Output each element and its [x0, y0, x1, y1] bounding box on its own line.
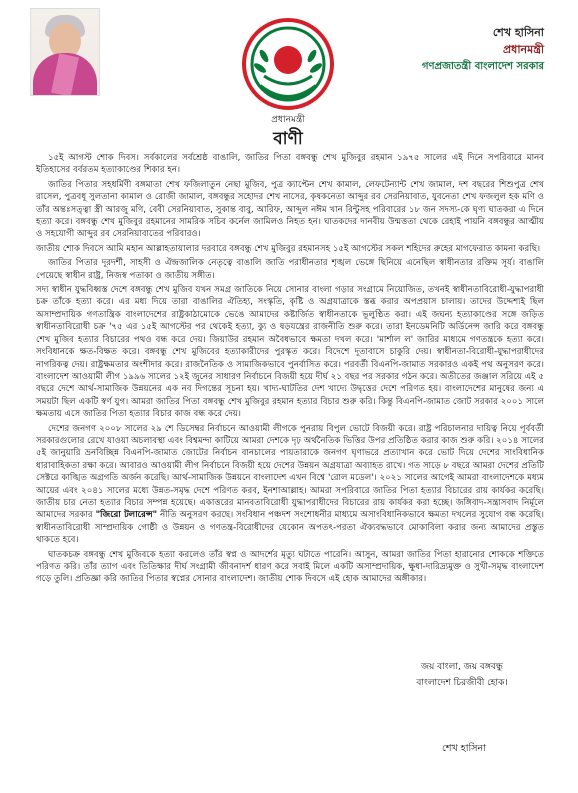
government-name: গণপ্রজাতন্ত্রী বাংলাদেশ সরকার [422, 61, 544, 72]
author-title: প্রধানমন্ত্রী [502, 43, 544, 56]
message-title: বাণী [273, 129, 303, 149]
author-name: শেখ হাসিনা [492, 26, 544, 39]
paragraph-6-part-a: দেশের জনগণ ২০০৮ সালের ২৯ শে ডিসেম্বর নির্বাচনে আওয়ামী লীগকে পুনরায় বিপুল ভোটে বিজয়ী করে। রাষ্ট্র পরিচালনার দায়িত্ব নিয়ে পূর্ববর্তী সরকারগুলোর রেখে যাওয়া অচলাবস্থা এবং বিশ্বমন্দা কাটিয়ে আমরা দেশকে দৃঢ় অর্থনৈতিক ভিত্তির উপর প্রতিষ্ঠিত করার কাজ শুরু করি। ২০১৪ সালের ৫ই জানুয়ারি ভ্রনবিচ্ছিন্ন বিএনপি-জামাত জোটের নির্বাচন বানচালের পায়তারাকে জনগণ ঘৃণাভরে প্রত্যাখান করে ভোট দিয়ে দেশের সাংবিধানিক ধারাবাহিকতা রক্ষা করে। আবারও আওয়ামী লীগ নির্বাচনে বিজয়ী হয়ে দেশের উন্নয়ন অগ্রযাত্রা অব্যাহত রাখে। গত সাড়ে ৮ বছরে আমরা দেশের প্রতিটি সেক্টরে কাঙ্খিত অগ্রগতি অর্জন করেছি। আর্থ-সামাজিক উন্নয়নে বাংলাদেশ এখন বিশ্বে 'রোল মডেল'। ২০২১ সালের আগেই আমরা বাংলাদেশকে মধ্যম আয়ের এবং ২০৪১ সালের মধ্যে উন্নত-সমৃদ্ধ দেশে পরিণত করব, ইনশাআল্লাহ। আমরা সপরিবারে জাতির পিতা হত্যার বিচারের রায় কার্যকর করেছি। জাতীয় চার নেতা হত্যার বিচার সম্পন্ন হয়েছে। একাত্তরের মানবতাবিরোধী যুদ্ধাপরাধীদের বিচারের রায় কার্যকর করা হচ্ছে। জঙ্গিবাদ-সন্ত্রাসবাদ নির্মূলে আমাদের সরকার [36, 423, 544, 521]
closing-line-1: জয় বাংলা, জয় বঙ্গবন্ধু [420, 662, 504, 672]
paragraph-4: জাতির পিতার দূরদর্শী, সাহসী ও ঐন্দ্রজালিক নেতৃত্বে বাঙালি জাতি পরাধীনতার শৃঙ্খল ভেঙ্গে ছিনিয়ে এনেছিল স্বাধীনতার রক্তিম সূর্য। বাঙালি পেয়েছে স্বাধীন রাষ্ট্র, নিজস্ব পতাকা ও জাতীয় সঙ্গীত। [36, 258, 544, 281]
paragraph-6-part-b: নীতি অনুসরণ করছে। সংবিধান পঞ্চদশ সংশোধনীর মাধ্যমে অসাংবিধানিকভাবে ক্ষমতা দখলের সুযোগ বন্ধ করেছি। স্বাধীনতাবিরোধী সাম্প্রদায়িক গোষ্ঠী ও উন্নয়ন ও গণতন্ত্র-বিরোধীদের যেকোন অপতৎ-পরতা ঐক্যবদ্ধভাবে মোকাবিলা করার জন্য আমাদের প্রস্তুত থাকতে হবে। [36, 510, 544, 546]
paragraph-7: ঘাতকচক্র বঙ্গবন্ধু শেখ মুজিবকে হত্যা করলেও তাঁর স্বপ্ন ও আদর্শের মৃত্যু ঘটাতে পারেনি। আসুন, আমরা জাতির পিতা হারানোর শোককে শক্তিতে পরিণত করি। তাঁর ত্যাগ এবং তিতিক্ষার দীর্ঘ সংগ্রামী জীবনাদর্শ ধারণ করে সবাই মিলে একটি অসাম্প্রদায়িক, ক্ষুধা-দারিদ্র্যমুক্ত ও সুখী-সমৃদ্ধ বাংলাদেশ গড়ে তুলি। প্রতিজ্ঞা করি জাতির পিতার স্বপ্নের সোনার বাংলাদেশ। জাতীয় শোক দিবসে এই হোক আমাদের অঙ্গীকার। [36, 549, 544, 585]
paragraph-6 [36, 423, 544, 547]
paragraph-2: জাতির পিতার সহধর্মিণী বঙ্গমাতা শেখ ফজিলাতুন নেছা মুজিব, পুত্র ক্যাপ্টেন শেখ কামাল, লেফটেন্যান্ট শেখ জামাল, দশ বছরের শিশুপুত্র শেখ রাসেল, পুত্রবধূ সুলতানা কামাল ও রোজী জামাল, বঙ্গবন্ধুর সহোদর শেখ নাসের, কৃষকনেতা আব্দুর রব সেরনিয়াবাত, যুবনেতা শেখ ফজলুল হক মণি ও তাঁর অন্তঃসত্ত্বা স্ত্রী আরজু মণি, বেবী সেরনিয়াবাত, সুকান্ত বাবু, আরিফ, আব্দুল নঈম খান রিন্টুসহ পরিবারের ১৮ জন সদস্য-কে ঘৃণ্য ঘাতকরা এ দিনে হত্যা করে। বঙ্গবন্ধু শেখ মুজিবুর রহমানের সামরিক সচিব কর্নেল জামিলও নিহত হন। ঘাতকদের দানবীয় উন্মত্ততা থেকে রেহাই পায়নি বঙ্গবন্ধুর আত্মীয় ও সহযোগী আব্দুর রব সেরনিয়াবাতের পরিবারও। [36, 179, 544, 240]
zero-tolerance-text: "জিরো টলারেন্স" [95, 510, 158, 521]
message-body [36, 152, 544, 588]
prime-minister-photo [30, 8, 100, 96]
paragraph-5: সদ্য স্বাধীন যুদ্ধবিধ্বস্ত দেশে বঙ্গবন্ধু শেখ মুজিব যখন সমগ্র জাতিকে নিয়ে সোনার বাংলা গড়ার সংগ্রামে নিয়োজিত, তখনই স্বাধীনতাবিরোধী-যুদ্ধাপরাধী চক্র তাঁকে হত্যা করে। এর মধ্য দিয়ে তারা বাঙালির ঐতিহ্য, সংস্কৃতি, কৃষ্টি ও অগ্রযাত্রাকে স্তব্ধ করার অপপ্রয়াস চালায়। তাদের উদ্দেশ্যই ছিল অসাম্প্রদায়িক গণতান্ত্রিক বাংলাদেশের রাষ্ট্রকাঠামোকে ভেঙে আমাদের কষ্টার্জিত স্বাধীনতাকে ভূলুণ্ঠিত করা। এই জঘন্য হত্যাকাণ্ডের সঙ্গে জড়িত স্বাধীনতাবিরোধী চক্র '৭৫ এর ১৫ই আগস্টের পর থেকেই হত্যা, ক্যু ও ষড়যন্ত্রের রাজনীতি শুরু করে। তারা ইনডেমনিটি অর্ডিনেন্স জারি করে বঙ্গবন্ধু শেখ মুজিব হত্যার বিচারের পথও বন্ধ করে দেয়। জিয়াউর রহমান অবৈধভাবে ক্ষমতা দখল করে। 'মার্শাল ল' জারির মাধ্যমে গণতন্ত্রকে হত্যা করে। সংবিধানকে ক্ষত-বিক্ষত করে। বঙ্গবন্ধু শেখ মুজিবের হত্যাকারীদের পুরস্কৃত করে। বিদেশে দূতাবাসে চাকুরি দেয়। স্বাধীনতা-বিরোধী-যুদ্ধাপরাধীদের নাগরিকত্ব দেয়। রাষ্ট্রক্ষমতার অংশীদার করে। রাজনৈতিক ও সামাজিকভাবে পুনর্বাসিত করে। পরবর্তী বিএনপি-জামাত সরকারও একই পথ অনুসরণ করে। বাংলাদেশ আওয়ামী লীগ ১৯৯৬ সালের ১২ই জুনের সাধারণ নির্বাচনে বিজয়ী হয়ে দীর্ঘ ২১ বছর পর সরকার গঠন করে। অতীতের জঞ্জাল সরিয়ে এই ৫ বছরে দেশে আর্থ-সামাজিক উন্নয়নের এক নব দিগন্তের সূচনা হয়। খাদ্য-ঘাটতির দেশ খাদ্যে উদ্বৃত্তের দেশে পরিণত হয়। বাংলাদেশের মানুষের জন্য এ সময়টা ছিল একটি স্বর্ণ যুগ। আমরা জাতির পিতা বঙ্গবন্ধু শেখ মুজিবুর রহমান হত্যার বিচার শুরু করি। কিন্তু বিএনপি-জামাত জোট সরকার ২০০১ সালে ক্ষমতায় এসে জাতির পিতা হত্যার বিচার কাজ বন্ধ করে দেয়। [36, 285, 544, 420]
closing-line-2: বাংলাদেশ চিরজীবী হোক। [416, 678, 508, 688]
closing-slogan [392, 659, 532, 691]
paragraph-3: জাতীয় শোক দিবসে আমি মহান আল্লাহতায়ালার দরবারে বঙ্গবন্ধু শেখ মুজিবুর রহমানসহ ১৫ই আগস্টের সকল শহিদের রুহের মাগফেরাত কামনা করছি। [36, 243, 541, 254]
author-block [422, 24, 544, 75]
paragraph-1: ১৫ই আগস্ট শোক দিবস। সর্বকালের সর্বশ্রেষ্ঠ বাঙালি, জাতির পিতা বঙ্গবন্ধু শেখ মুজিবুর রহমান ১৯৭৫ সালের এই দিনে সপরিবারে মানব ইতিহাসের বর্বরতম হত্যাকাণ্ডের শিকার হন। [36, 153, 544, 176]
emblem-label: প্রধানমন্ত্রী [271, 115, 305, 125]
government-emblem-icon [240, 16, 336, 112]
signature-name: শেখ হাসিনা [442, 743, 486, 754]
